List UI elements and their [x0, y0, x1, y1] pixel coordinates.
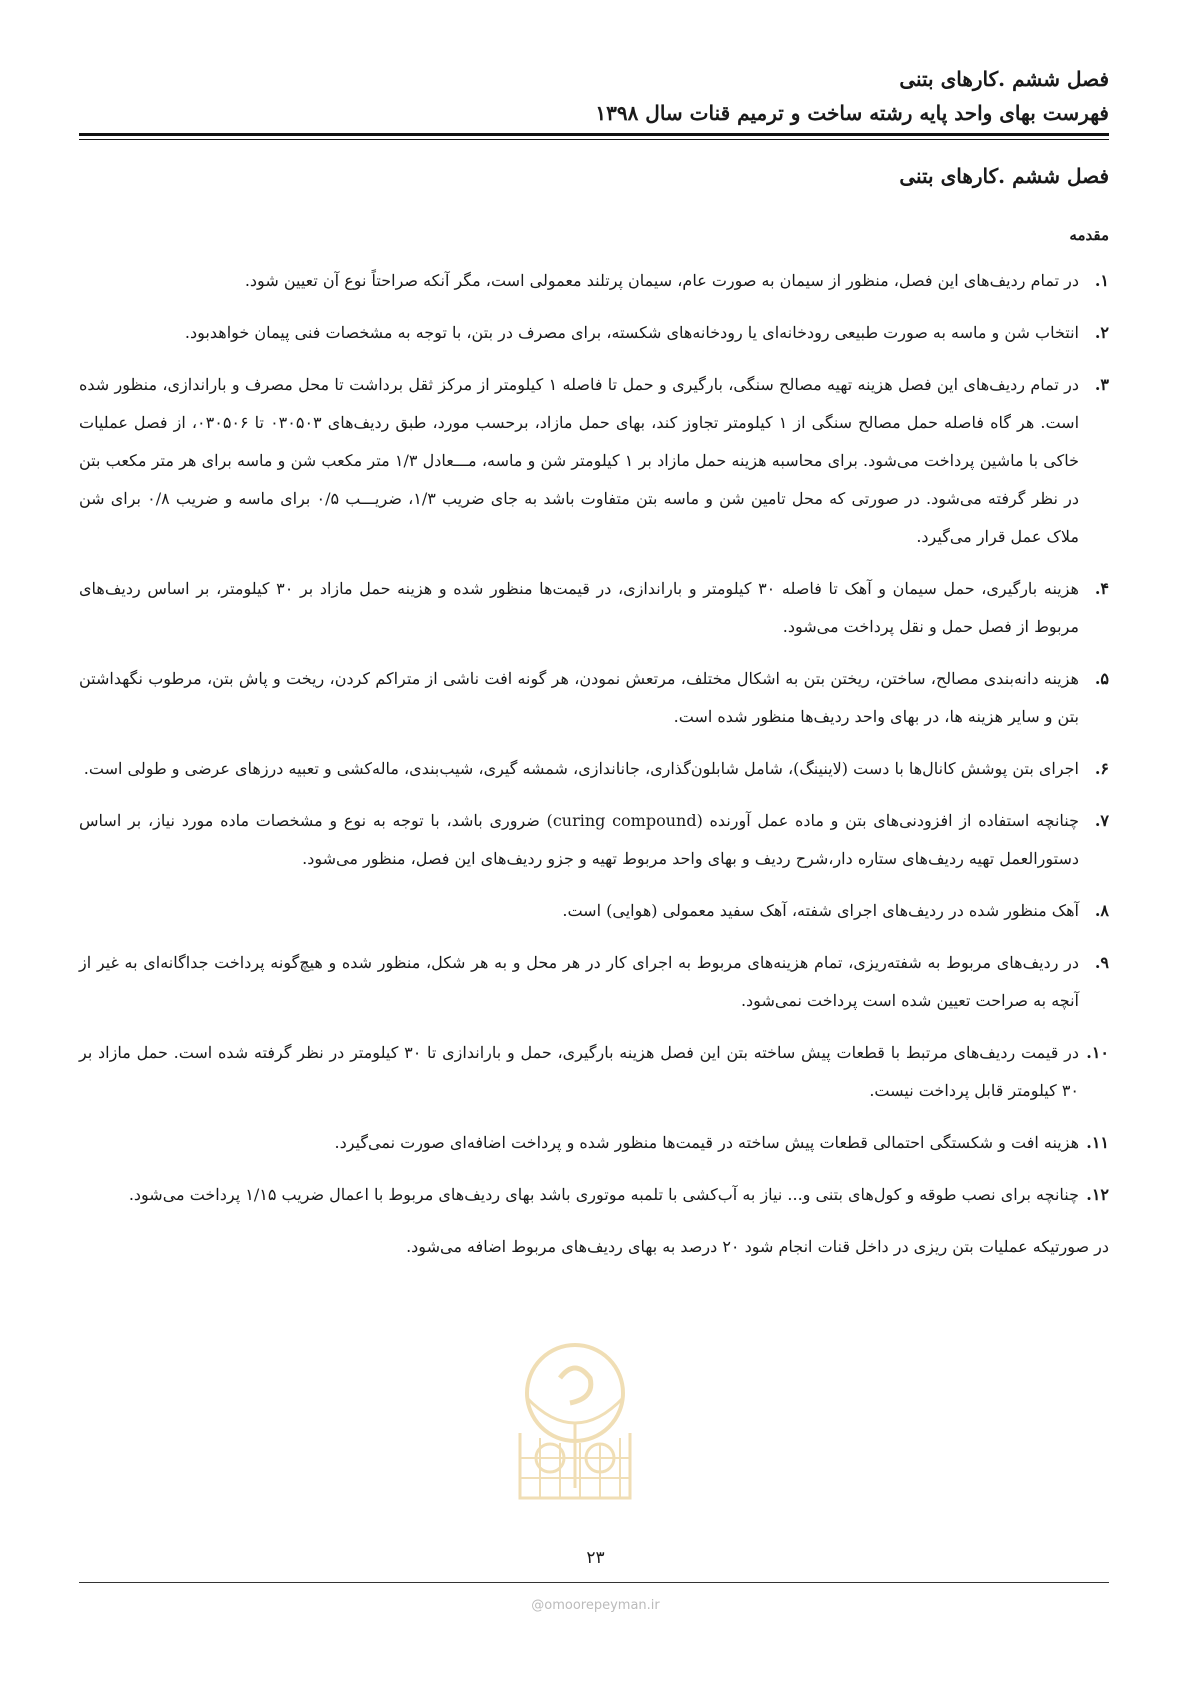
- item-number: ۷.: [1094, 811, 1109, 830]
- item-text: انتخاب شن و ماسه به صورت طبیعی رودخانه‌ای یا رودخانه‌های شکسته، برای مصرف در بتن، با توجه به مشخصات فنی پیمان خواهدبود.: [184, 323, 1079, 342]
- list-item: [79, 892, 1109, 930]
- list-item: [79, 262, 1109, 300]
- list-item: [79, 366, 1109, 556]
- item-number: ۴.: [1094, 579, 1109, 598]
- item-text: هزینه افت و شکستگی احتمالی قطعات پیش ساخته در قیمت‌ها منظور شده و پرداخت اضافه‌ای صورت نمی‌گیرد.: [334, 1133, 1079, 1152]
- item-number: ۱۰.: [1086, 1043, 1109, 1062]
- item-text: در تمام ردیف‌های این فصل، منظور از سیمان به صورت عام، سیمان پرتلند معمولی است، مگر آنکه صراحتاً نوع آن تعیین شود.: [244, 271, 1079, 290]
- item-number: ۶.: [1094, 759, 1109, 778]
- list-item: [79, 802, 1109, 878]
- header-divider: [79, 133, 1109, 136]
- list-item: [79, 660, 1109, 736]
- list-item: [79, 314, 1109, 352]
- item-text: آهک منظور شده در ردیف‌های اجرای شفته، آهک سفید معمولی (هوایی) است.: [562, 901, 1079, 920]
- item-text: چنانچه استفاده از افزودنی‌های بتن و ماده عمل آورنده (curing compound) ضروری باشد، با توجه به نوع و مشخصات ماده مورد نیاز، بر اساس دستورالعمل تهیه ردیف‌های ستاره دار،شرح ردیف و بهای واحد مربوط تهیه و جزو ردیف‌های این فصل، منظور می‌شود.: [79, 811, 1080, 868]
- chapter-header: فصل ششم .کارهای بتنی: [899, 67, 1109, 91]
- item-number: ۸.: [1094, 901, 1109, 920]
- list-item: [79, 1034, 1109, 1110]
- document-title: فهرست بهای واحد پایه رشته ساخت و ترمیم قنات سال ۱۳۹۸: [595, 101, 1109, 125]
- section-title: فصل ششم .کارهای بتنی: [899, 164, 1109, 188]
- closing-note: در صورتیکه عملیات بتن ریزی در داخل قنات انجام شود ۲۰ درصد به بهای ردیف‌های مربوط اضافه می‌شود.: [406, 1237, 1109, 1256]
- list-item: [79, 750, 1109, 788]
- header-divider-thin: [79, 139, 1109, 140]
- item-text: در قیمت ردیف‌های مرتبط با قطعات پیش ساخته بتن این فصل هزینه بارگیری، حمل و باراندازی تا ۳۰ کیلومتر در نظر گرفته شده است. حمل مازاد بر ۳۰ کیلومتر قابل پرداخت نیست.: [79, 1043, 1080, 1100]
- item-text: اجرای بتن پوشش کانال‌ها با دست (لاینینگ)، شامل شابلون‌گذاری، جاناندازی، شمشه گیری، شیب‌بندی، ماله‌کشی و تعبیه درزهای عرضی و طولی است.: [83, 759, 1079, 778]
- item-number: ۱۱.: [1086, 1133, 1109, 1152]
- item-number: ۱.: [1094, 271, 1109, 290]
- item-text: هزینه بارگیری، حمل سیمان و آهک تا فاصله ۳۰ کیلومتر و باراندازی، در قیمت‌ها منظور شده و هزینه حمل مازاد بر ۳۰ کیلومتر، بر اساس ردیف‌های مربوط از فصل حمل و نقل پرداخت می‌شود.: [79, 579, 1079, 636]
- item-number: ۲.: [1094, 323, 1109, 342]
- item-number: ۳.: [1094, 375, 1109, 394]
- list-item: [79, 570, 1109, 646]
- list-item: [79, 944, 1109, 1020]
- watermark-logo: [500, 1338, 650, 1508]
- content-body: [79, 262, 1109, 1266]
- footer-divider: [79, 1582, 1109, 1583]
- item-number: ۹.: [1094, 953, 1109, 972]
- page-number: ۲۳: [586, 1548, 605, 1568]
- item-text: چنانچه برای نصب طوقه و کول‌های بتنی و... نیاز به آب‌کشی با تلمبه موتوری باشد بهای ردیف‌های مربوط با اعمال ضریب ۱/۱۵ پرداخت می‌شود.: [128, 1185, 1079, 1204]
- item-number: ۱۲.: [1086, 1185, 1109, 1204]
- page-header: [79, 62, 1109, 130]
- footer-url: @omoorepeyman.ir: [531, 1598, 660, 1613]
- list-item: [79, 1176, 1109, 1214]
- item-number: ۵.: [1094, 669, 1109, 688]
- item-text: در تمام ردیف‌های این فصل هزینه تهیه مصالح سنگی، بارگیری و حمل تا فاصله ۱ کیلومتر از مرکز ثقل برداشت تا محل مصرف و باراندازی، منظور شده است. هر گاه فاصله حمل مصالح سنگی از ۱ کیلومتر تجاوز کند، بهای حمل مازاد، برحسب مورد، طبق ردیف‌های ۰۳۰۵۰۳ تا ۰۳۰۵۰۶، از فصل عملیات خاکی با ماشین پرداخت می‌شود. برای محاسبه هزینه حمل مازاد بر ۱ کیلومتر شن و ماسه، مـــعادل ۱/۳ متر مکعب شن و ماسه برای هر متر مکعب بتن در نظر گرفته می‌شود. در صورتی که محل تامین شن و ماسه بتن متفاوت باشد به جای ضریب ۱/۳، ضریـــب ۰/۵ برای ماسه و ضریب ۰/۸ برای شن ملاک عمل قرار می‌گیرد.: [79, 375, 1080, 546]
- list-item: [79, 1124, 1109, 1162]
- item-text: هزینه دانه‌بندی مصالح، ساختن، ریختن بتن به اشکال مختلف، مرتعش نمودن، هر گونه افت ناشی از متراکم کردن، ریخت و پاش بتن، مرطوب نگهداشتن بتن و سایر هزینه ها، در بهای واحد ردیف‌ها منظور شده است.: [79, 669, 1079, 726]
- item-text: در ردیف‌های مربوط به شفته‌ریزی، تمام هزینه‌های مربوط به اجرای کار در هر محل و به هر شکل، منظور شده و هیچ‌گونه پرداخت جداگانه‌ای به غیر از آنچه به صراحت تعیین شده است پرداخت نمی‌شود.: [79, 953, 1079, 1010]
- intro-heading: مقدمه: [1069, 226, 1109, 244]
